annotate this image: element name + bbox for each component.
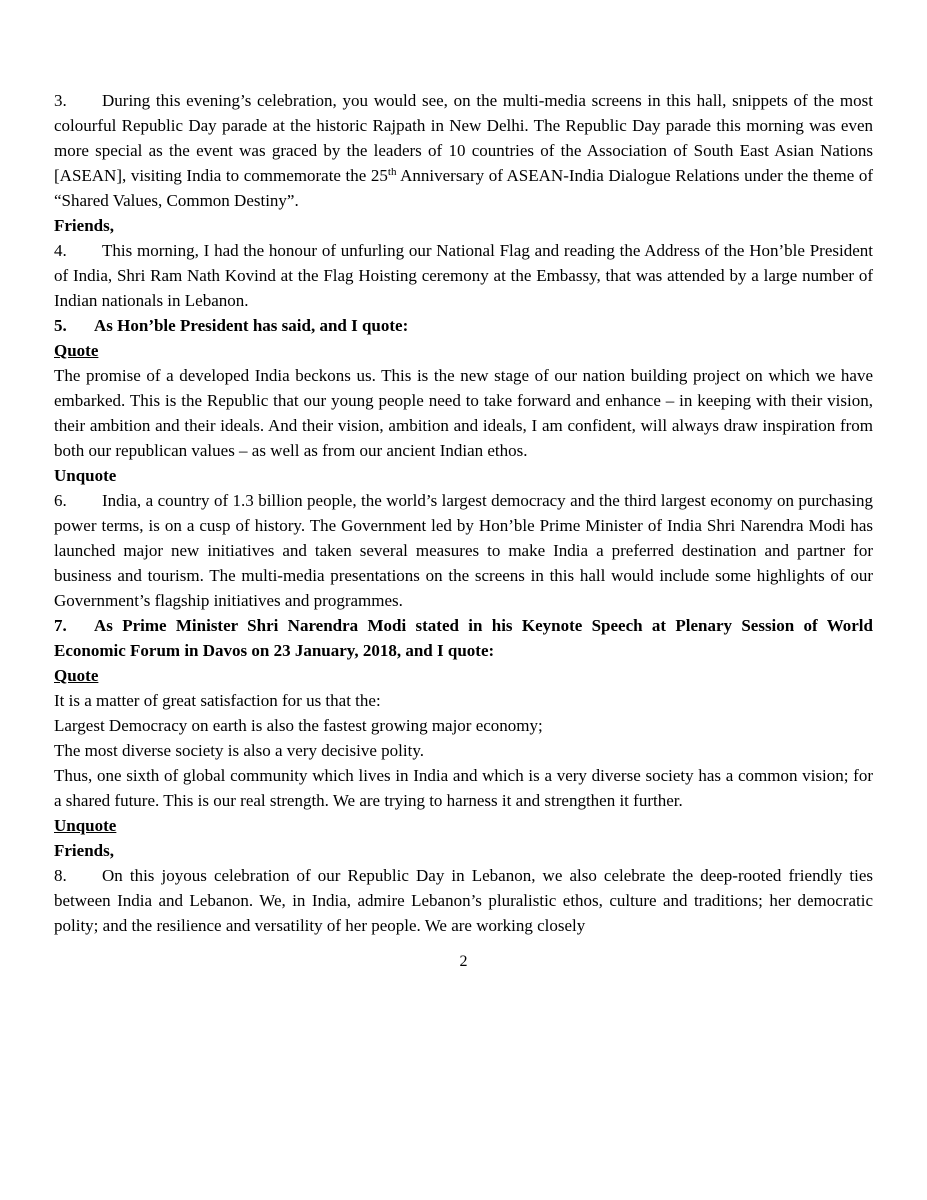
unquote-2-label: Unquote — [54, 816, 117, 835]
quote-2-closing: Thus, one sixth of global community which lives in India and which is a very diverse society has a common vision; for a shared future. This is our real strength. We are trying to harness it and strengthen it further. — [54, 766, 873, 810]
paragraph-8-text: On this joyous celebration of our Republic Day in Lebanon, we also celebrate the deep-rooted friendly ties between India and Lebanon. We, in India, admire Lebanon’s pluralistic ethos, culture and traditions; her democratic polity; and the resilience and versatility of her people. We are working closely — [54, 866, 873, 935]
quote-1-text: The promise of a developed India beckons us. This is the new stage of our nation building project on which we have embarked. This is the Republic that our young people need to take forward and enhance – in keeping with their vision, their ambition and their ideals. And their vision, ambition and ideals, I am confident, will always draw inspiration from both our republican values – as well as from our ancient Indian ethos. — [54, 366, 873, 460]
paragraph-8-number: 8. — [54, 866, 67, 885]
paragraph-6-number: 6. — [54, 491, 67, 510]
friends-heading-1: Friends, — [54, 216, 114, 235]
paragraph-3-number: 3. — [54, 91, 67, 110]
paragraph-3-superscript: th — [387, 166, 397, 178]
paragraph-5-number: 5. — [54, 316, 67, 335]
paragraph-3-text: During this evening’s celebration, you would see, on the multi-media screens in this hall, snippets of the most colourful Republic Day parade at the historic Rajpath in New Delhi. The Republic Day parade this morning was even more special as the event was graced by the leaders of 10 countries of the Association of South East Asian Nations [ASEAN], visiting India to commemorate the 25 — [54, 91, 873, 185]
paragraph-5 — [54, 313, 873, 338]
paragraph-7 — [54, 613, 873, 663]
unquote-1-label: Unquote — [54, 466, 117, 485]
paragraph-4 — [54, 238, 873, 313]
quote-2-item-1: Largest Democracy on earth is also the fastest growing major economy; — [54, 716, 543, 735]
paragraph-6-text: India, a country of 1.3 billion people, the world’s largest democracy and the third largest economy on purchasing power terms, is on a cusp of history. The Government led by Hon’ble Prime Minister of India Shri Narendra Modi has launched major new initiatives and taken several measures to make India a preferred destination and partner for business and tourism. The multi-media presentations on the screens in this hall would include some highlights of our Government’s flagship initiatives and programmes. — [54, 491, 873, 610]
paragraph-6 — [54, 488, 873, 613]
paragraph-4-number: 4. — [54, 241, 67, 260]
paragraph-3-text-end: Anniversary of ASEAN-India Dialogue Relations under the theme of “Shared Values, Common Destiny”. — [54, 166, 873, 210]
quote-2-label: Quote — [54, 666, 99, 685]
quote-1-label: Quote — [54, 341, 99, 360]
paragraph-7-text: As Prime Minister Shri Narendra Modi stated in his Keynote Speech at Plenary Session of World Economic Forum in Davos on 23 January, 2018, and I quote: — [54, 616, 873, 660]
quote-2-item-2: The most diverse society is also a very decisive polity. — [54, 741, 424, 760]
paragraph-5-text: As Hon’ble President has said, and I quote: — [94, 316, 409, 335]
page-number: 2 — [459, 953, 468, 970]
paragraph-7-number: 7. — [54, 616, 67, 635]
quote-2-intro: It is a matter of great satisfaction for us that the: — [54, 691, 381, 710]
friends-heading-2: Friends, — [54, 841, 114, 860]
paragraph-4-text: This morning, I had the honour of unfurling our National Flag and reading the Address of the Hon’ble President of India, Shri Ram Nath Kovind at the Flag Hoisting ceremony at the Embassy, that was attended by a large number of Indian nationals in Lebanon. — [54, 241, 873, 310]
paragraph-3 — [54, 88, 873, 213]
paragraph-8 — [54, 863, 873, 938]
